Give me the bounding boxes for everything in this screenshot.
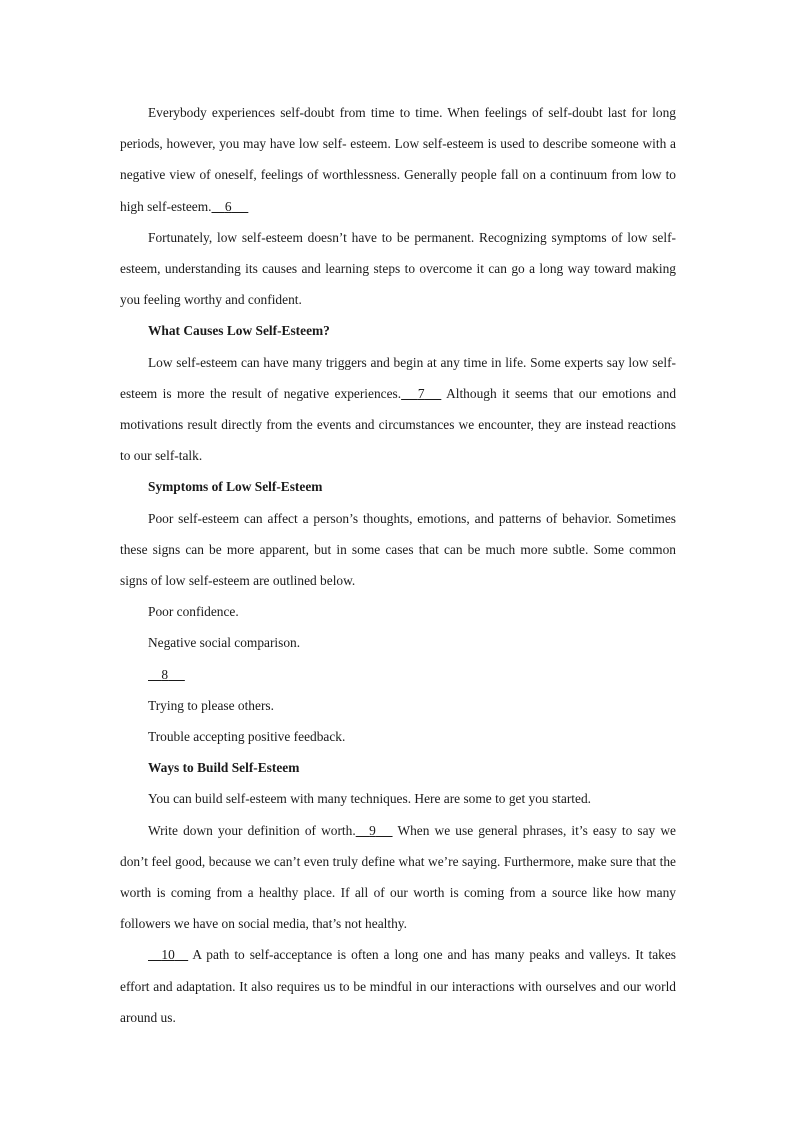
ways-paragraph-3 <box>120 939 676 1033</box>
symptom-item-1: Poor confidence. <box>148 604 239 620</box>
heading-ways: Ways to Build Self-Esteem <box>148 760 300 776</box>
blank-9 <box>356 815 393 846</box>
causes-text-before: Low self-esteem can have many triggers and begin at any time in life. Some experts say low self- esteem is more the result of negative experiences. <box>120 354 676 401</box>
symptom-item-4: Trying to please others. <box>148 697 274 713</box>
intro-paragraph-2: Fortunately, low self-esteem doesn’t have to be permanent. Recognizing symptoms of low self-esteem, understanding its causes and learning steps to overcome it can go a long way toward making you feeling worthy and confident. <box>120 229 676 308</box>
blank-7 <box>401 378 441 409</box>
blank-10 <box>148 939 188 970</box>
ways-paragraph-3-text: A path to self-acceptance is often a long one and has many peaks and valleys. It takes effort and adaptation. It also requires us to be mindful in our interactions with ourselves and our world around us. <box>120 947 677 1025</box>
symptom-item-2: Negative social comparison. <box>148 635 301 651</box>
symptoms-paragraph: Poor self-esteem can affect a person’s thoughts, emotions, and patterns of behavior. Sometimes these signs can be more apparent, but in some cases that can be much more subtle. Some common signs of low self-esteem are outlined below. <box>120 510 676 589</box>
intro-paragraph-1 <box>120 97 676 222</box>
heading-symptoms: Symptoms of Low Self-Esteem <box>148 479 323 495</box>
ways-text-before: Write down your definition of worth. <box>148 822 356 838</box>
blank-9-number: 9 <box>369 822 376 838</box>
blank-6 <box>211 191 248 222</box>
blank-10-number: 10 <box>161 947 175 963</box>
ways-paragraph-2 <box>120 815 676 940</box>
symptom-item-blank-8 <box>120 659 676 690</box>
blank-8 <box>148 659 185 690</box>
ways-text-after: When we use general phrases, it’s easy to say we don’t feel good, because we can’t even truly define what we’re saying. Furthermore, make sure that the worth is coming from a healthy place. If all of our worth is coming from a source like how many followers we have on social media, that’s not healthy. <box>120 822 676 932</box>
causes-paragraph <box>120 347 676 472</box>
blank-8-number: 8 <box>161 666 169 682</box>
causes-text-after: Although it seems that our emotions and motivations result directly from the events and circumstances we encounter, they are instead reactions to our self-talk. <box>120 385 677 464</box>
blank-7-number: 7 <box>417 385 425 401</box>
symptom-item-5: Trouble accepting positive feedback. <box>148 729 346 745</box>
document-page <box>120 97 676 1033</box>
blank-6-number: 6 <box>224 198 232 214</box>
intro-paragraph-1-text: Everybody experiences self-doubt from time to time. When feelings of self-doubt last for long periods, however, you may have low self- esteem. Low self-esteem is used to describe someone with a negative view of oneself, feelings of worthlessness. Generally people fall on a continuum from low to high self-esteem. <box>120 105 676 214</box>
ways-paragraph-1: You can build self-esteem with many techniques. Here are some to get you started. <box>148 791 592 807</box>
heading-causes: What Causes Low Self-Esteem? <box>148 323 330 339</box>
